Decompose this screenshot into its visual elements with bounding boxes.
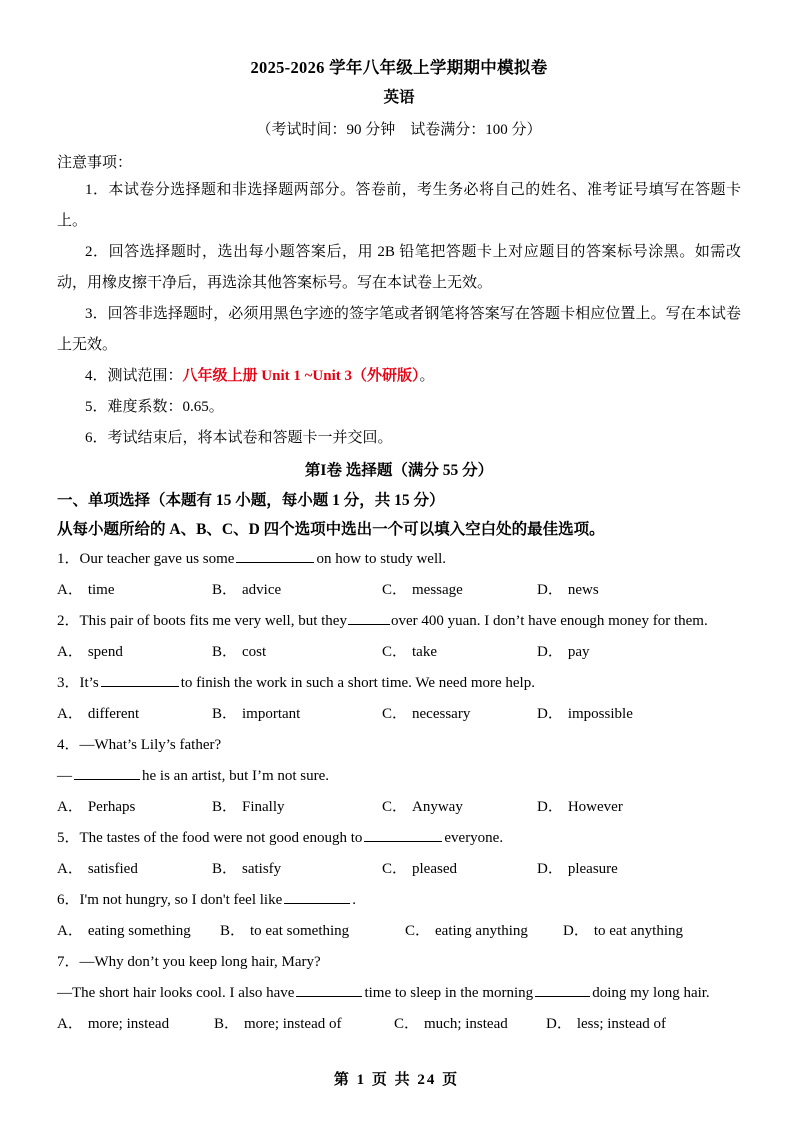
option-b-letter: B． bbox=[220, 923, 246, 939]
question-3-text-a: It’s bbox=[79, 675, 99, 691]
question-5-number: 5． bbox=[57, 830, 80, 846]
answer-blank[interactable] bbox=[535, 982, 590, 997]
option-b[interactable] bbox=[212, 854, 382, 885]
option-b[interactable] bbox=[212, 637, 382, 668]
notice-item-1: 1．本试卷分选择题和非选择题两部分。答卷前，考生务必将自己的姓名、准考证号填写在答题卡上。 bbox=[57, 182, 741, 229]
notice-item-6: 6．考试结束后，将本试卷和答题卡一并交回。 bbox=[85, 430, 393, 446]
question-2-stem bbox=[57, 606, 741, 637]
question-6-text-b: . bbox=[352, 892, 356, 908]
option-a[interactable] bbox=[57, 699, 212, 730]
option-b[interactable] bbox=[220, 916, 405, 947]
option-a-text: satisfied bbox=[87, 861, 138, 877]
option-a-letter: A． bbox=[57, 706, 83, 722]
option-c[interactable] bbox=[382, 699, 537, 730]
notice-item-4-suffix: 。 bbox=[419, 368, 435, 384]
question-7-text-line1: —Why don’t you keep long hair, Mary? bbox=[79, 954, 321, 970]
option-c-text: take bbox=[412, 644, 437, 660]
option-d[interactable] bbox=[537, 637, 590, 668]
option-c-letter: C． bbox=[382, 799, 408, 815]
option-a[interactable] bbox=[57, 854, 212, 885]
question-4-text-line1: —What’s Lily’s father? bbox=[79, 737, 222, 753]
option-b-text: cost bbox=[242, 644, 267, 660]
option-c[interactable] bbox=[382, 854, 537, 885]
question-1-options bbox=[57, 575, 741, 606]
question-7-text-a: —The short hair looks cool. I also have bbox=[57, 985, 295, 1001]
question-2-options bbox=[57, 637, 741, 668]
notice-item-3: 3．回答非选择题时，必须用黑色字迹的签字笔或者钢笔将答案写在答题卡相应位置上。写在本试卷上无效。 bbox=[57, 306, 741, 353]
option-b[interactable] bbox=[214, 1009, 394, 1040]
option-d[interactable] bbox=[537, 699, 633, 730]
question-4-text-a: — bbox=[57, 768, 72, 784]
answer-blank[interactable] bbox=[348, 610, 390, 625]
option-d-letter: D． bbox=[537, 582, 563, 598]
question-6-options bbox=[57, 916, 741, 947]
question-7-options bbox=[57, 1009, 741, 1040]
question-4-options bbox=[57, 792, 741, 823]
question-2-text-a: This pair of boots fits me very well, but they bbox=[79, 613, 347, 629]
notice-item-5: 5．难度系数：0.65。 bbox=[85, 399, 224, 415]
option-c-text: necessary bbox=[412, 706, 471, 722]
answer-blank[interactable] bbox=[284, 889, 350, 904]
question-3 bbox=[57, 668, 741, 730]
option-a[interactable] bbox=[57, 637, 212, 668]
option-b[interactable] bbox=[212, 575, 382, 606]
option-c-letter: C． bbox=[382, 582, 408, 598]
option-b-letter: B． bbox=[212, 644, 238, 660]
question-7-text-b: time to sleep in the morning bbox=[364, 985, 534, 1001]
answer-blank[interactable] bbox=[74, 765, 140, 780]
option-d-letter: D． bbox=[537, 706, 563, 722]
option-d-letter: D． bbox=[563, 923, 589, 939]
question-7-stem-line1 bbox=[57, 947, 741, 978]
option-c-text: message bbox=[412, 582, 463, 598]
section-heading: 一、单项选择（本题有 15 小题，每小题 1 分，共 15 分） bbox=[57, 492, 445, 509]
option-a-text: time bbox=[87, 582, 115, 598]
notice-label: 注意事项： bbox=[57, 155, 133, 171]
question-5-options bbox=[57, 854, 741, 885]
exam-subject: 英语 bbox=[383, 89, 415, 106]
question-7 bbox=[57, 947, 741, 1040]
question-1 bbox=[57, 544, 741, 606]
part-heading: 第I卷 选择题（满分 55 分） bbox=[304, 462, 494, 479]
question-3-number: 3． bbox=[57, 675, 80, 691]
option-d-text: pay bbox=[567, 644, 590, 660]
answer-blank[interactable] bbox=[101, 672, 179, 687]
question-4 bbox=[57, 730, 741, 823]
answer-blank[interactable] bbox=[236, 548, 314, 563]
option-c[interactable] bbox=[382, 792, 537, 823]
question-6 bbox=[57, 885, 741, 947]
question-6-number: 6． bbox=[57, 892, 80, 908]
option-d-text: impossible bbox=[567, 706, 633, 722]
option-d-letter: D． bbox=[537, 861, 563, 877]
option-d-text: pleasure bbox=[567, 861, 618, 877]
question-7-stem-line2 bbox=[57, 978, 741, 1009]
option-c[interactable] bbox=[394, 1009, 546, 1040]
question-6-text-a: I'm not hungry, so I don't feel like bbox=[79, 892, 283, 908]
option-b-letter: B． bbox=[212, 706, 238, 722]
question-3-stem bbox=[57, 668, 741, 699]
notice-item-4 bbox=[57, 361, 741, 392]
question-2-text-b: over 400 yuan. I don’t have enough money for them. bbox=[390, 613, 708, 629]
answer-blank[interactable] bbox=[296, 982, 362, 997]
option-a[interactable] bbox=[57, 1009, 214, 1040]
option-a[interactable] bbox=[57, 916, 220, 947]
option-c-letter: C． bbox=[382, 644, 408, 660]
option-b-letter: B． bbox=[214, 1016, 240, 1032]
question-3-text-b: to finish the work in such a short time. We need more help. bbox=[180, 675, 535, 691]
option-d[interactable] bbox=[537, 854, 618, 885]
option-c[interactable] bbox=[405, 916, 563, 947]
option-a-letter: A． bbox=[57, 644, 83, 660]
option-d[interactable] bbox=[563, 916, 683, 947]
option-d-text: However bbox=[567, 799, 623, 815]
option-a[interactable] bbox=[57, 792, 212, 823]
exam-info: （考试时间：90 分钟 试卷满分：100 分） bbox=[256, 122, 542, 138]
option-a-letter: A． bbox=[57, 799, 83, 815]
question-4-number: 4． bbox=[57, 737, 80, 753]
option-a-text: Perhaps bbox=[87, 799, 136, 815]
notice-item-4-scope: 八年级上册 Unit 1 ~Unit 3（外研版） bbox=[182, 368, 420, 384]
question-5-text-a: The tastes of the food were not good enough to bbox=[79, 830, 363, 846]
option-d[interactable] bbox=[546, 1009, 666, 1040]
option-c-text: pleased bbox=[412, 861, 457, 877]
option-c-letter: C． bbox=[394, 1016, 420, 1032]
option-c-letter: C． bbox=[382, 706, 408, 722]
option-b[interactable] bbox=[212, 699, 382, 730]
option-b-text: more; instead of bbox=[244, 1016, 342, 1032]
question-7-number: 7． bbox=[57, 954, 80, 970]
option-c[interactable] bbox=[382, 637, 537, 668]
option-b-text: satisfy bbox=[242, 861, 282, 877]
page-footer: 第 1 页 共 24 页 bbox=[333, 1072, 460, 1088]
question-4-stem-line2 bbox=[57, 761, 741, 792]
option-a-letter: A． bbox=[57, 582, 83, 598]
question-2 bbox=[57, 606, 741, 668]
notice-item-2: 2．回答选择题时，选出每小题答案后，用 2B 铅笔把答题卡上对应题目的答案标号涂黑。如需改动，用橡皮擦干净后，再选涂其他答案标号。写在本试卷上无效。 bbox=[57, 244, 741, 291]
option-c-letter: C． bbox=[382, 861, 408, 877]
option-d-text: to eat anything bbox=[593, 923, 683, 939]
question-2-number: 2． bbox=[57, 613, 80, 629]
option-a-text: spend bbox=[87, 644, 123, 660]
option-b-text: Finally bbox=[242, 799, 285, 815]
question-1-text-a: Our teacher gave us some bbox=[79, 551, 235, 567]
question-6-stem bbox=[57, 885, 741, 916]
question-5-stem bbox=[57, 823, 741, 854]
question-5 bbox=[57, 823, 741, 885]
option-a-text: different bbox=[87, 706, 140, 722]
option-a[interactable] bbox=[57, 575, 212, 606]
option-a-letter: A． bbox=[57, 861, 83, 877]
page-content bbox=[57, 54, 741, 1040]
option-d-letter: D． bbox=[537, 644, 563, 660]
answer-blank[interactable] bbox=[364, 827, 442, 842]
option-d-text: news bbox=[567, 582, 599, 598]
question-1-text-b: on how to study well. bbox=[316, 551, 447, 567]
option-b-letter: B． bbox=[212, 799, 238, 815]
question-4-stem-line1 bbox=[57, 730, 741, 761]
option-b-letter: B． bbox=[212, 861, 238, 877]
section-directions: 从每小题所给的 A、B、C、D 四个选项中选出一个可以填入空白处的最佳选项。 bbox=[57, 521, 605, 538]
option-c-text: much; instead bbox=[424, 1016, 508, 1032]
notice-item-4-prefix: 4．测试范围： bbox=[85, 368, 183, 384]
question-7-text-c: doing my long hair. bbox=[592, 985, 710, 1001]
option-b-text: advice bbox=[242, 582, 282, 598]
option-c-text: Anyway bbox=[412, 799, 463, 815]
option-b[interactable] bbox=[212, 792, 382, 823]
option-c-text: eating anything bbox=[435, 923, 528, 939]
option-b-text: important bbox=[242, 706, 301, 722]
question-4-text-b: he is an artist, but I’m not sure. bbox=[142, 768, 330, 784]
option-d-letter: D． bbox=[537, 799, 563, 815]
option-b-letter: B． bbox=[212, 582, 238, 598]
option-d[interactable] bbox=[537, 575, 599, 606]
option-a-text: eating something bbox=[87, 923, 191, 939]
question-1-number: 1． bbox=[57, 551, 80, 567]
option-b-text: to eat something bbox=[250, 923, 350, 939]
option-a-letter: A． bbox=[57, 1016, 83, 1032]
page-title: 2025-2026 学年八年级上学期期中模拟卷 bbox=[250, 58, 548, 77]
option-a-letter: A． bbox=[57, 923, 83, 939]
option-d-letter: D． bbox=[546, 1016, 572, 1032]
option-c-letter: C． bbox=[405, 923, 431, 939]
question-3-options bbox=[57, 699, 741, 730]
question-5-text-b: everyone. bbox=[444, 830, 504, 846]
question-1-stem bbox=[57, 544, 741, 575]
option-c[interactable] bbox=[382, 575, 537, 606]
option-a-text: more; instead bbox=[87, 1016, 170, 1032]
option-d[interactable] bbox=[537, 792, 623, 823]
option-d-text: less; instead of bbox=[576, 1016, 666, 1032]
